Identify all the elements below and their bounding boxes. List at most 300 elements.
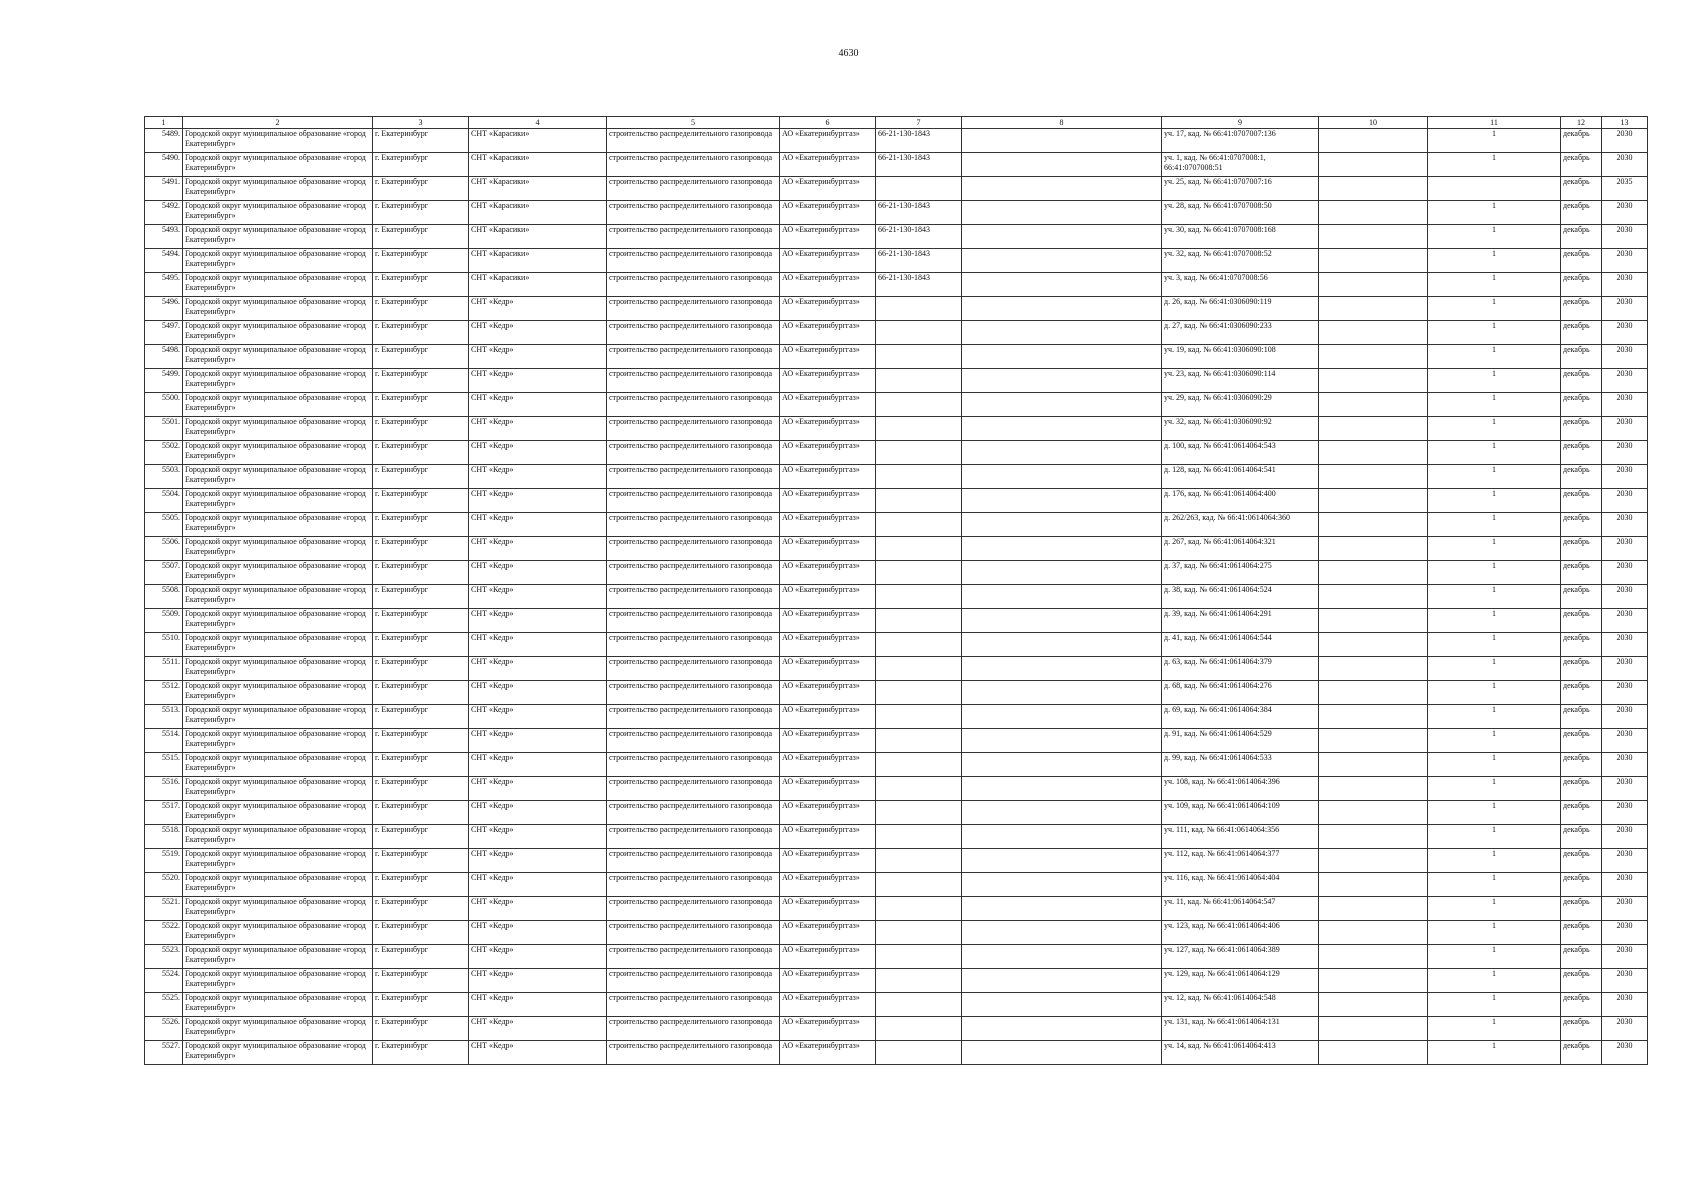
cell-city: г. Екатеринбург [373, 153, 469, 177]
cell-municipality: Городской округ муниципальное образование «город Екатеринбург» [183, 945, 373, 969]
cell-work-type: строительство распределительного газопровода [607, 225, 780, 249]
cell-work-type: строительство распределительного газопровода [607, 513, 780, 537]
cell-work-type: строительство распределительного газопровода [607, 873, 780, 897]
cell-quantity: 1 [1428, 249, 1561, 273]
cell-gas-organization: АО «Екатеринбурггаз» [780, 825, 876, 849]
cell-column-10 [1319, 417, 1428, 441]
cell-month: декабрь [1561, 969, 1602, 993]
cell-municipality: Городской округ муниципальное образование «город Екатеринбург» [183, 417, 373, 441]
cell-permit-number [876, 489, 962, 513]
cell-year: 2030 [1602, 753, 1648, 777]
cell-plot-address: д. 100, кад. № 66:41:0614064:543 [1162, 441, 1319, 465]
cell-work-type: строительство распределительного газопровода [607, 609, 780, 633]
cell-city: г. Екатеринбург [373, 417, 469, 441]
cell-gas-organization: АО «Екатеринбурггаз» [780, 1017, 876, 1041]
cell-municipality: Городской округ муниципальное образование «город Екатеринбург» [183, 801, 373, 825]
cell-column-8 [962, 417, 1162, 441]
cell-garden-society: СНТ «Кедр» [469, 513, 607, 537]
cell-month: декабрь [1561, 921, 1602, 945]
cell-work-type: строительство распределительного газопровода [607, 1017, 780, 1041]
gasification-register-table [144, 116, 1648, 1065]
cell-permit-number: 66-21-130-1843 [876, 225, 962, 249]
cell-column-10 [1319, 129, 1428, 153]
cell-plot-address: уч. 25, кад. № 66:41:0707007:16 [1162, 177, 1319, 201]
cell-municipality: Городской округ муниципальное образование «город Екатеринбург» [183, 921, 373, 945]
cell-garden-society: СНТ «Кедр» [469, 705, 607, 729]
cell-year: 2030 [1602, 273, 1648, 297]
cell-quantity: 1 [1428, 729, 1561, 753]
cell-plot-address: уч. 30, кад. № 66:41:0707008:168 [1162, 225, 1319, 249]
cell-city: г. Екатеринбург [373, 801, 469, 825]
cell-municipality: Городской округ муниципальное образование «город Екатеринбург» [183, 441, 373, 465]
cell-year: 2030 [1602, 249, 1648, 273]
cell-row-number: 5516. [145, 777, 183, 801]
cell-quantity: 1 [1428, 153, 1561, 177]
cell-column-8 [962, 705, 1162, 729]
cell-row-number: 5499. [145, 369, 183, 393]
cell-city: г. Екатеринбург [373, 393, 469, 417]
table-row [145, 1041, 1648, 1065]
cell-year: 2030 [1602, 729, 1648, 753]
cell-month: декабрь [1561, 993, 1602, 1017]
cell-year: 2030 [1602, 321, 1648, 345]
cell-month: декабрь [1561, 513, 1602, 537]
cell-work-type: строительство распределительного газопровода [607, 273, 780, 297]
cell-plot-address: д. 37, кад. № 66:41:0614064:275 [1162, 561, 1319, 585]
cell-year: 2030 [1602, 489, 1648, 513]
cell-row-number: 5522. [145, 921, 183, 945]
cell-column-8 [962, 1017, 1162, 1041]
cell-city: г. Екатеринбург [373, 825, 469, 849]
cell-row-number: 5502. [145, 441, 183, 465]
cell-year: 2030 [1602, 393, 1648, 417]
cell-month: декабрь [1561, 705, 1602, 729]
cell-column-8 [962, 825, 1162, 849]
cell-column-10 [1319, 177, 1428, 201]
column-number-11: 11 [1428, 117, 1561, 129]
cell-column-8 [962, 489, 1162, 513]
cell-gas-organization: АО «Екатеринбурггаз» [780, 777, 876, 801]
cell-row-number: 5504. [145, 489, 183, 513]
cell-garden-society: СНТ «Кедр» [469, 921, 607, 945]
cell-month: декабрь [1561, 849, 1602, 873]
cell-month: декабрь [1561, 657, 1602, 681]
cell-month: декабрь [1561, 537, 1602, 561]
cell-garden-society: СНТ «Кедр» [469, 1017, 607, 1041]
cell-permit-number [876, 393, 962, 417]
cell-column-8 [962, 345, 1162, 369]
cell-column-10 [1319, 729, 1428, 753]
cell-plot-address: уч. 3, кад. № 66:41:0707008:56 [1162, 273, 1319, 297]
cell-month: декабрь [1561, 585, 1602, 609]
cell-city: г. Екатеринбург [373, 297, 469, 321]
cell-quantity: 1 [1428, 753, 1561, 777]
cell-gas-organization: АО «Екатеринбурггаз» [780, 873, 876, 897]
cell-month: декабрь [1561, 273, 1602, 297]
cell-garden-society: СНТ «Кедр» [469, 657, 607, 681]
cell-row-number: 5506. [145, 537, 183, 561]
cell-work-type: строительство распределительного газопровода [607, 417, 780, 441]
cell-permit-number [876, 993, 962, 1017]
cell-work-type: строительство распределительного газопровода [607, 801, 780, 825]
cell-plot-address: уч. 11, кад. № 66:41:0614064:547 [1162, 897, 1319, 921]
table-row [145, 393, 1648, 417]
cell-garden-society: СНТ «Карасики» [469, 225, 607, 249]
column-number-1: 1 [145, 117, 183, 129]
cell-column-8 [962, 153, 1162, 177]
cell-city: г. Екатеринбург [373, 921, 469, 945]
cell-month: декабрь [1561, 177, 1602, 201]
cell-city: г. Екатеринбург [373, 441, 469, 465]
cell-column-8 [962, 201, 1162, 225]
cell-plot-address: д. 41, кад. № 66:41:0614064:544 [1162, 633, 1319, 657]
table-row [145, 753, 1648, 777]
cell-municipality: Городской округ муниципальное образование «город Екатеринбург» [183, 297, 373, 321]
cell-garden-society: СНТ «Кедр» [469, 777, 607, 801]
cell-quantity: 1 [1428, 369, 1561, 393]
cell-gas-organization: АО «Екатеринбурггаз» [780, 273, 876, 297]
cell-municipality: Городской округ муниципальное образование «город Екатеринбург» [183, 345, 373, 369]
cell-work-type: строительство распределительного газопровода [607, 729, 780, 753]
cell-quantity: 1 [1428, 513, 1561, 537]
cell-permit-number [876, 537, 962, 561]
cell-plot-address: уч. 17, кад. № 66:41:0707007:136 [1162, 129, 1319, 153]
cell-month: декабрь [1561, 729, 1602, 753]
cell-work-type: строительство распределительного газопровода [607, 465, 780, 489]
cell-quantity: 1 [1428, 705, 1561, 729]
cell-plot-address: уч. 1, кад. № 66:41:0707008:1, 66:41:0707008:51 [1162, 153, 1319, 177]
cell-row-number: 5501. [145, 417, 183, 441]
cell-column-10 [1319, 897, 1428, 921]
cell-column-8 [962, 585, 1162, 609]
cell-column-10 [1319, 513, 1428, 537]
cell-column-10 [1319, 969, 1428, 993]
cell-garden-society: СНТ «Кедр» [469, 849, 607, 873]
cell-quantity: 1 [1428, 801, 1561, 825]
cell-plot-address: уч. 108, кад. № 66:41:0614064:396 [1162, 777, 1319, 801]
cell-work-type: строительство распределительного газопровода [607, 561, 780, 585]
cell-permit-number [876, 681, 962, 705]
cell-month: декабрь [1561, 873, 1602, 897]
cell-row-number: 5523. [145, 945, 183, 969]
cell-month: декабрь [1561, 753, 1602, 777]
cell-permit-number [876, 849, 962, 873]
cell-permit-number [876, 297, 962, 321]
cell-column-8 [962, 801, 1162, 825]
column-number-12: 12 [1561, 117, 1602, 129]
cell-work-type: строительство распределительного газопровода [607, 705, 780, 729]
cell-work-type: строительство распределительного газопровода [607, 681, 780, 705]
cell-year: 2030 [1602, 513, 1648, 537]
cell-garden-society: СНТ «Кедр» [469, 345, 607, 369]
cell-quantity: 1 [1428, 129, 1561, 153]
cell-work-type: строительство распределительного газопровода [607, 369, 780, 393]
cell-column-10 [1319, 201, 1428, 225]
cell-month: декабрь [1561, 681, 1602, 705]
cell-column-10 [1319, 825, 1428, 849]
cell-column-10 [1319, 321, 1428, 345]
cell-plot-address: уч. 116, кад. № 66:41:0614064:404 [1162, 873, 1319, 897]
cell-plot-address: д. 26, кад. № 66:41:0306090:119 [1162, 297, 1319, 321]
table-row [145, 825, 1648, 849]
cell-permit-number [876, 609, 962, 633]
cell-month: декабрь [1561, 393, 1602, 417]
cell-year: 2030 [1602, 1041, 1648, 1065]
cell-gas-organization: АО «Екатеринбурггаз» [780, 465, 876, 489]
cell-column-8 [962, 393, 1162, 417]
cell-column-8 [962, 225, 1162, 249]
cell-quantity: 1 [1428, 921, 1561, 945]
cell-plot-address: д. 38, кад. № 66:41:0614064:524 [1162, 585, 1319, 609]
cell-year: 2030 [1602, 801, 1648, 825]
cell-plot-address: уч. 127, кад. № 66:41:0614064:389 [1162, 945, 1319, 969]
cell-city: г. Екатеринбург [373, 489, 469, 513]
table-row [145, 417, 1648, 441]
cell-city: г. Екатеринбург [373, 273, 469, 297]
cell-gas-organization: АО «Екатеринбурггаз» [780, 321, 876, 345]
table-body [145, 129, 1648, 1065]
cell-city: г. Екатеринбург [373, 945, 469, 969]
cell-year: 2030 [1602, 609, 1648, 633]
cell-quantity: 1 [1428, 585, 1561, 609]
cell-city: г. Екатеринбург [373, 225, 469, 249]
cell-plot-address: уч. 131, кад. № 66:41:0614064:131 [1162, 1017, 1319, 1041]
cell-work-type: строительство распределительного газопровода [607, 441, 780, 465]
cell-garden-society: СНТ «Карасики» [469, 201, 607, 225]
cell-plot-address: уч. 32, кад. № 66:41:0707008:52 [1162, 249, 1319, 273]
cell-municipality: Городской округ муниципальное образование «город Екатеринбург» [183, 993, 373, 1017]
cell-garden-society: СНТ «Карасики» [469, 273, 607, 297]
cell-municipality: Городской округ муниципальное образование «город Екатеринбург» [183, 897, 373, 921]
cell-quantity: 1 [1428, 417, 1561, 441]
table-row [145, 609, 1648, 633]
column-number-2: 2 [183, 117, 373, 129]
cell-permit-number [876, 897, 962, 921]
table-row [145, 321, 1648, 345]
cell-gas-organization: АО «Екатеринбурггаз» [780, 1041, 876, 1065]
cell-column-10 [1319, 393, 1428, 417]
cell-gas-organization: АО «Екатеринбурггаз» [780, 993, 876, 1017]
cell-column-10 [1319, 1017, 1428, 1041]
cell-city: г. Екатеринбург [373, 753, 469, 777]
cell-row-number: 5513. [145, 705, 183, 729]
cell-column-10 [1319, 489, 1428, 513]
cell-quantity: 1 [1428, 897, 1561, 921]
cell-gas-organization: АО «Екатеринбурггаз» [780, 921, 876, 945]
cell-permit-number [876, 1041, 962, 1065]
cell-row-number: 5524. [145, 969, 183, 993]
cell-garden-society: СНТ «Кедр» [469, 753, 607, 777]
cell-column-8 [962, 369, 1162, 393]
table-row [145, 801, 1648, 825]
cell-column-8 [962, 465, 1162, 489]
cell-garden-society: СНТ «Кедр» [469, 681, 607, 705]
cell-month: декабрь [1561, 417, 1602, 441]
cell-year: 2030 [1602, 921, 1648, 945]
cell-city: г. Екатеринбург [373, 129, 469, 153]
cell-month: декабрь [1561, 633, 1602, 657]
cell-quantity: 1 [1428, 273, 1561, 297]
cell-municipality: Городской округ муниципальное образование «город Екатеринбург» [183, 777, 373, 801]
table-row [145, 273, 1648, 297]
cell-row-number: 5495. [145, 273, 183, 297]
cell-permit-number [876, 945, 962, 969]
cell-gas-organization: АО «Екатеринбурггаз» [780, 345, 876, 369]
cell-permit-number: 66-21-130-1843 [876, 273, 962, 297]
table-row [145, 249, 1648, 273]
table-row [145, 513, 1648, 537]
table-row [145, 1017, 1648, 1041]
cell-garden-society: СНТ «Кедр» [469, 417, 607, 441]
cell-permit-number: 66-21-130-1843 [876, 129, 962, 153]
cell-municipality: Городской округ муниципальное образование «город Екатеринбург» [183, 633, 373, 657]
cell-permit-number [876, 561, 962, 585]
cell-column-10 [1319, 273, 1428, 297]
column-number-8: 8 [962, 117, 1162, 129]
cell-column-10 [1319, 585, 1428, 609]
cell-quantity: 1 [1428, 537, 1561, 561]
cell-quantity: 1 [1428, 657, 1561, 681]
cell-plot-address: д. 27, кад. № 66:41:0306090:233 [1162, 321, 1319, 345]
cell-city: г. Екатеринбург [373, 1017, 469, 1041]
cell-year: 2030 [1602, 465, 1648, 489]
cell-month: декабрь [1561, 609, 1602, 633]
table-row [145, 561, 1648, 585]
cell-municipality: Городской округ муниципальное образование «город Екатеринбург» [183, 369, 373, 393]
cell-plot-address: д. 68, кад. № 66:41:0614064:276 [1162, 681, 1319, 705]
cell-gas-organization: АО «Екатеринбурггаз» [780, 945, 876, 969]
table-row [145, 345, 1648, 369]
cell-year: 2030 [1602, 969, 1648, 993]
cell-plot-address: уч. 111, кад. № 66:41:0614064:356 [1162, 825, 1319, 849]
cell-gas-organization: АО «Екатеринбурггаз» [780, 585, 876, 609]
cell-gas-organization: АО «Екатеринбурггаз» [780, 369, 876, 393]
cell-column-10 [1319, 225, 1428, 249]
cell-plot-address: уч. 14, кад. № 66:41:0614064:413 [1162, 1041, 1319, 1065]
cell-row-number: 5498. [145, 345, 183, 369]
cell-garden-society: СНТ «Кедр» [469, 585, 607, 609]
cell-gas-organization: АО «Екатеринбурггаз» [780, 729, 876, 753]
column-number-row [145, 117, 1648, 129]
cell-permit-number [876, 969, 962, 993]
cell-year: 2030 [1602, 945, 1648, 969]
cell-work-type: строительство распределительного газопровода [607, 777, 780, 801]
cell-city: г. Екатеринбург [373, 897, 469, 921]
table-row [145, 465, 1648, 489]
cell-work-type: строительство распределительного газопровода [607, 1041, 780, 1065]
cell-quantity: 1 [1428, 225, 1561, 249]
cell-work-type: строительство распределительного газопровода [607, 969, 780, 993]
cell-quantity: 1 [1428, 873, 1561, 897]
cell-column-8 [962, 513, 1162, 537]
cell-municipality: Городской округ муниципальное образование «город Екатеринбург» [183, 273, 373, 297]
cell-column-10 [1319, 777, 1428, 801]
cell-garden-society: СНТ «Кедр» [469, 801, 607, 825]
cell-permit-number [876, 921, 962, 945]
table-row [145, 129, 1648, 153]
cell-garden-society: СНТ «Кедр» [469, 993, 607, 1017]
cell-garden-society: СНТ «Кедр» [469, 729, 607, 753]
cell-year: 2030 [1602, 297, 1648, 321]
cell-quantity: 1 [1428, 633, 1561, 657]
cell-column-10 [1319, 705, 1428, 729]
cell-permit-number: 66-21-130-1843 [876, 153, 962, 177]
cell-work-type: строительство распределительного газопровода [607, 297, 780, 321]
column-number-7: 7 [876, 117, 962, 129]
cell-year: 2030 [1602, 873, 1648, 897]
cell-year: 2035 [1602, 177, 1648, 201]
cell-year: 2030 [1602, 537, 1648, 561]
cell-row-number: 5527. [145, 1041, 183, 1065]
cell-gas-organization: АО «Екатеринбурггаз» [780, 753, 876, 777]
cell-month: декабрь [1561, 777, 1602, 801]
table-row [145, 993, 1648, 1017]
cell-row-number: 5511. [145, 657, 183, 681]
cell-garden-society: СНТ «Кедр» [469, 1041, 607, 1065]
cell-gas-organization: АО «Екатеринбурггаз» [780, 633, 876, 657]
cell-gas-organization: АО «Екатеринбурггаз» [780, 393, 876, 417]
cell-month: декабрь [1561, 321, 1602, 345]
cell-permit-number [876, 705, 962, 729]
table-row [145, 201, 1648, 225]
cell-gas-organization: АО «Екатеринбурггаз» [780, 537, 876, 561]
cell-column-10 [1319, 921, 1428, 945]
cell-city: г. Екатеринбург [373, 681, 469, 705]
cell-column-8 [962, 249, 1162, 273]
cell-work-type: строительство распределительного газопровода [607, 321, 780, 345]
cell-column-10 [1319, 1041, 1428, 1065]
cell-permit-number [876, 729, 962, 753]
cell-permit-number [876, 177, 962, 201]
table-row [145, 705, 1648, 729]
cell-row-number: 5503. [145, 465, 183, 489]
cell-gas-organization: АО «Екатеринбурггаз» [780, 249, 876, 273]
cell-permit-number: 66-21-130-1843 [876, 249, 962, 273]
cell-municipality: Городской округ муниципальное образование «город Екатеринбург» [183, 321, 373, 345]
cell-row-number: 5521. [145, 897, 183, 921]
cell-quantity: 1 [1428, 297, 1561, 321]
cell-month: декабрь [1561, 825, 1602, 849]
cell-work-type: строительство распределительного газопровода [607, 753, 780, 777]
column-number-10: 10 [1319, 117, 1428, 129]
cell-city: г. Екатеринбург [373, 561, 469, 585]
cell-column-10 [1319, 801, 1428, 825]
cell-row-number: 5517. [145, 801, 183, 825]
cell-column-8 [962, 177, 1162, 201]
cell-plot-address: уч. 112, кад. № 66:41:0614064:377 [1162, 849, 1319, 873]
cell-quantity: 1 [1428, 201, 1561, 225]
cell-city: г. Екатеринбург [373, 969, 469, 993]
cell-row-number: 5510. [145, 633, 183, 657]
cell-plot-address: д. 91, кад. № 66:41:0614064:529 [1162, 729, 1319, 753]
cell-plot-address: уч. 129, кад. № 66:41:0614064:129 [1162, 969, 1319, 993]
table-row [145, 729, 1648, 753]
cell-year: 2030 [1602, 777, 1648, 801]
cell-work-type: строительство распределительного газопровода [607, 897, 780, 921]
cell-quantity: 1 [1428, 441, 1561, 465]
cell-municipality: Городской округ муниципальное образование «город Екатеринбург» [183, 657, 373, 681]
cell-municipality: Городской округ муниципальное образование «город Екатеринбург» [183, 489, 373, 513]
cell-city: г. Екатеринбург [373, 321, 469, 345]
cell-month: декабрь [1561, 489, 1602, 513]
cell-year: 2030 [1602, 657, 1648, 681]
cell-column-10 [1319, 249, 1428, 273]
cell-column-8 [962, 129, 1162, 153]
cell-plot-address: уч. 28, кад. № 66:41:0707008:50 [1162, 201, 1319, 225]
cell-quantity: 1 [1428, 609, 1561, 633]
table-row [145, 681, 1648, 705]
cell-quantity: 1 [1428, 489, 1561, 513]
